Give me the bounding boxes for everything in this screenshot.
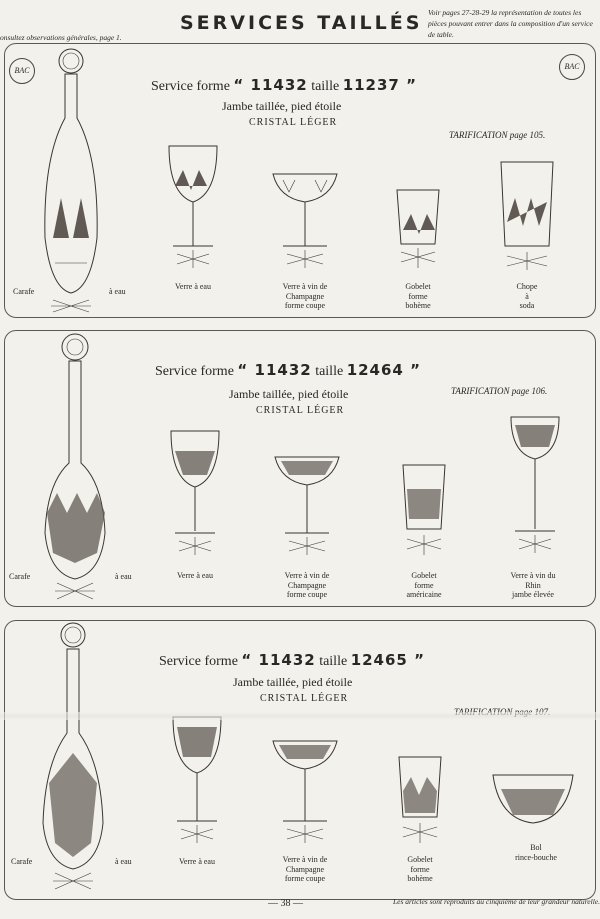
item-label-line: Verre à vin du (510, 571, 556, 580)
item-label-line: Champagne (285, 864, 325, 874)
tarif-label: TARIFICATION page 105. (449, 130, 546, 140)
taille-number: 11237 ” (342, 76, 417, 94)
carafe-illustration (35, 623, 111, 893)
champagne-coupe-illustration (275, 457, 339, 561)
item-label-line: forme coupe (284, 301, 326, 310)
item-label-line: Bol (530, 843, 542, 852)
carafe-illustration (33, 48, 109, 314)
item-label-2 (265, 282, 345, 311)
item-label-line: américaine (406, 590, 442, 599)
page-number: — 38 — (268, 898, 303, 909)
item-label-line: Verre à vin de (282, 282, 328, 291)
service-material: CRISTAL LÉGER (249, 117, 338, 128)
item-label-line: Gobelet (411, 571, 437, 580)
footer-note: Les articles sont reproduits au cinquième de leur grandeur naturelle. (392, 897, 600, 906)
header-right-note: Voir pages 27-28-29 la représentation de toutes les pièces pouvant entrer dans la composition d'un service de table. (428, 8, 593, 39)
carafe-suffix: à eau (109, 287, 126, 296)
item-label-2 (265, 855, 345, 884)
carafe-label: Carafe (9, 572, 31, 581)
gobelet-illustration (395, 190, 441, 272)
item-label-line: rince-bouche (515, 852, 557, 862)
taille-number: 12465 ” (350, 651, 425, 669)
service-prefix: Service forme (159, 654, 238, 669)
gobelet-illustration (397, 757, 443, 847)
item-label-line: Champagne (285, 291, 325, 301)
item-label-line: Chope (516, 282, 538, 291)
service-heading (151, 76, 417, 95)
item-label-line: à (525, 291, 529, 301)
item-label-line: Verre à vin de (284, 571, 330, 580)
service-panel-3 (4, 620, 596, 900)
verre-a-eau-illustration (167, 431, 223, 561)
carafe-label: Carafe (13, 287, 35, 296)
taille-label: taille (319, 654, 348, 669)
gobelet-illustration (401, 465, 447, 561)
item-label-line: forme coupe (284, 874, 326, 883)
verre-a-eau-illustration (165, 146, 221, 272)
service-panel-2 (4, 330, 596, 607)
taille-label: taille (311, 79, 340, 94)
service-material: CRISTAL LÉGER (260, 693, 349, 704)
model-number: “ 11432 (237, 361, 312, 379)
item-label-line: Rhin (525, 580, 541, 590)
service-material: CRISTAL LÉGER (256, 405, 345, 416)
logo-seal-left: BAC (9, 58, 35, 84)
taille-label: taille (315, 364, 344, 379)
model-number: “ 11432 (241, 651, 316, 669)
champagne-coupe-illustration (273, 741, 337, 847)
taille-number: 12464 ” (346, 361, 421, 379)
rhin-glass-illustration (509, 417, 561, 561)
scan-bleed-line (0, 712, 600, 720)
item-label-line: Gobelet (405, 282, 431, 291)
service-heading (155, 361, 421, 380)
item-label-2 (267, 571, 347, 600)
logo-seal-right: BAC (559, 54, 585, 80)
item-label-line: Verre à eau (177, 571, 213, 580)
chope-illustration (499, 162, 555, 272)
item-label-line: forme (410, 864, 430, 874)
item-label-3 (380, 855, 460, 884)
service-panel-1 (4, 43, 596, 318)
item-label-line: forme (414, 580, 434, 590)
model-number: “ 11432 (233, 76, 308, 94)
item-label-1 (153, 282, 233, 292)
item-label-4 (496, 843, 576, 862)
service-subtitle: Jambe taillée, pied étoile (229, 387, 349, 401)
item-label-3 (384, 571, 464, 600)
verre-a-eau-illustration (169, 717, 225, 847)
service-subtitle: Jambe taillée, pied étoile (222, 99, 342, 113)
item-label-4 (487, 282, 567, 311)
item-label-line: Champagne (287, 580, 327, 590)
item-label-1 (157, 857, 237, 867)
item-label-line: Verre à eau (175, 282, 211, 291)
carafe-label: Carafe (11, 857, 33, 866)
item-label-line: Gobelet (407, 855, 433, 864)
carafe-illustration (37, 333, 113, 603)
item-label-line: forme (408, 291, 428, 301)
service-subtitle: Jambe taillée, pied étoile (233, 675, 353, 689)
page-title: SERVICES TAILLÉS (180, 12, 423, 34)
tarif-label: TARIFICATION page 106. (451, 386, 548, 396)
service-heading (159, 651, 425, 670)
service-prefix: Service forme (155, 364, 234, 379)
carafe-suffix: à eau (115, 572, 132, 581)
bol-illustration (491, 775, 575, 835)
item-label-3 (378, 282, 458, 311)
header-left-note: onsultez observations générales, page 1. (0, 33, 122, 42)
item-label-line: forme coupe (286, 590, 328, 599)
carafe-suffix: à eau (115, 857, 132, 866)
item-label-line: bohème (407, 874, 433, 883)
item-label-line: Verre à eau (179, 857, 215, 866)
item-label-1 (155, 571, 235, 581)
item-label-line: soda (519, 301, 535, 310)
item-label-line: jambe élevée (512, 590, 554, 599)
item-label-line: Verre à vin de (282, 855, 328, 864)
item-label-4 (493, 571, 573, 600)
champagne-coupe-illustration (273, 174, 337, 274)
service-prefix: Service forme (151, 79, 230, 94)
item-label-line: bohème (405, 301, 431, 310)
